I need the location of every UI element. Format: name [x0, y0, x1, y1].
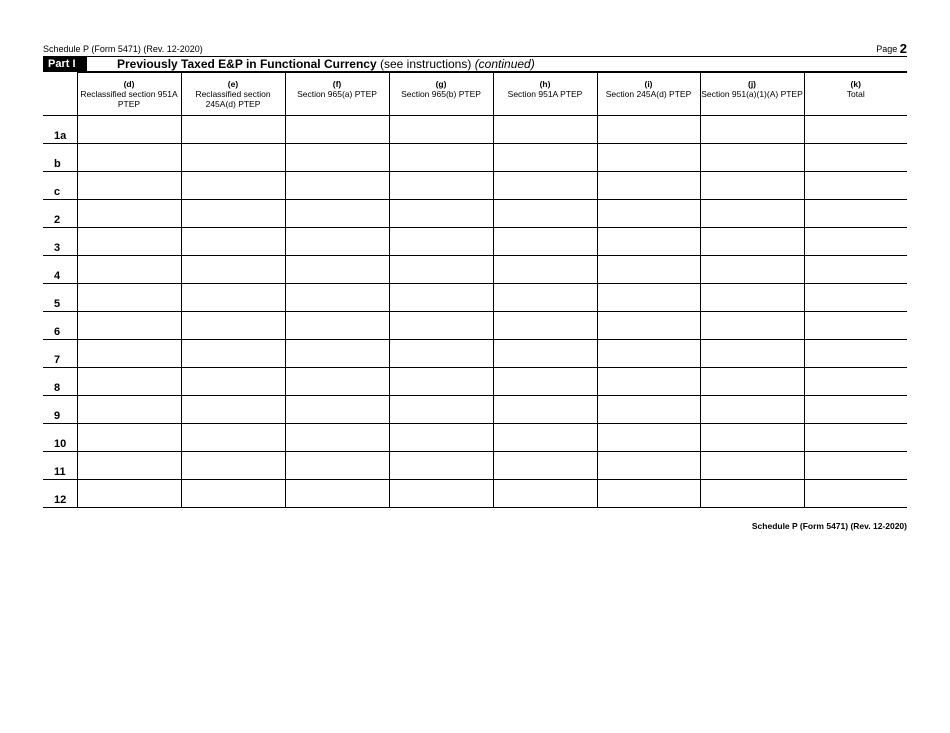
entry-cell-d[interactable]	[77, 312, 181, 340]
line-number: 7	[43, 340, 77, 368]
column-letter: (d)	[123, 79, 135, 89]
table-body	[43, 116, 907, 508]
entry-cell-d[interactable]	[77, 452, 181, 480]
entry-cell-j[interactable]	[700, 172, 804, 200]
entry-cell-d[interactable]	[77, 200, 181, 228]
entry-cell-e[interactable]	[181, 368, 285, 396]
entry-cell-f[interactable]	[285, 480, 389, 508]
entry-cell-f[interactable]	[285, 424, 389, 452]
table-row	[43, 144, 907, 172]
entry-cell-h[interactable]	[493, 200, 597, 228]
entry-cell-i[interactable]	[597, 452, 700, 480]
entry-cell-k[interactable]	[804, 256, 907, 284]
entry-cell-k[interactable]	[804, 480, 907, 508]
table-row	[43, 312, 907, 340]
entry-cell-j[interactable]	[700, 312, 804, 340]
entry-cell-g[interactable]	[389, 172, 493, 200]
column-label: Section 965(a) PTEP	[297, 89, 377, 99]
line-number: 1a	[43, 116, 77, 144]
part-badge: Part I	[43, 57, 87, 71]
table-row	[43, 480, 907, 508]
table-row	[43, 284, 907, 312]
entry-cell-k[interactable]	[804, 396, 907, 424]
table-row	[43, 424, 907, 452]
entry-cell-f[interactable]	[285, 284, 389, 312]
entry-cell-d[interactable]	[77, 284, 181, 312]
entry-cell-d[interactable]	[77, 368, 181, 396]
entry-cell-e[interactable]	[181, 452, 285, 480]
line-number: 10	[43, 424, 77, 452]
entry-cell-f[interactable]	[285, 312, 389, 340]
ptep-table	[43, 72, 907, 508]
line-number: 9	[43, 396, 77, 424]
entry-cell-f[interactable]	[285, 200, 389, 228]
entry-cell-f[interactable]	[285, 228, 389, 256]
entry-cell-k[interactable]	[804, 452, 907, 480]
column-header-i	[597, 73, 700, 116]
entry-cell-g[interactable]	[389, 116, 493, 144]
entry-cell-h[interactable]	[493, 116, 597, 144]
column-header-g	[389, 73, 493, 116]
entry-cell-e[interactable]	[181, 340, 285, 368]
entry-cell-j[interactable]	[700, 340, 804, 368]
entry-cell-e[interactable]	[181, 200, 285, 228]
table-row	[43, 200, 907, 228]
entry-cell-h[interactable]	[493, 256, 597, 284]
entry-cell-i[interactable]	[597, 340, 700, 368]
table-row	[43, 340, 907, 368]
entry-cell-h[interactable]	[493, 340, 597, 368]
form-identifier: Schedule P (Form 5471) (Rev. 12-2020)	[43, 44, 203, 54]
page-number: 2	[899, 41, 907, 56]
column-header-row	[43, 73, 907, 116]
entry-cell-h[interactable]	[493, 312, 597, 340]
entry-cell-d[interactable]	[77, 480, 181, 508]
entry-cell-k[interactable]	[804, 340, 907, 368]
entry-cell-k[interactable]	[804, 144, 907, 172]
column-label: Total	[846, 89, 865, 99]
entry-cell-g[interactable]	[389, 396, 493, 424]
column-label: Section 951A PTEP	[507, 89, 583, 99]
column-header-e	[181, 73, 285, 116]
line-number: 4	[43, 256, 77, 284]
part-title	[117, 57, 535, 71]
line-number-header	[43, 73, 77, 116]
entry-cell-j[interactable]	[700, 480, 804, 508]
line-number: 3	[43, 228, 77, 256]
entry-cell-j[interactable]	[700, 368, 804, 396]
column-letter: (e)	[227, 79, 239, 89]
entry-cell-j[interactable]	[700, 200, 804, 228]
entry-cell-k[interactable]	[804, 368, 907, 396]
entry-cell-e[interactable]	[181, 312, 285, 340]
table-row	[43, 256, 907, 284]
entry-cell-i[interactable]	[597, 368, 700, 396]
entry-cell-d[interactable]	[77, 172, 181, 200]
line-number: b	[43, 144, 77, 172]
table-row	[43, 172, 907, 200]
entry-cell-j[interactable]	[700, 284, 804, 312]
entry-cell-j[interactable]	[700, 116, 804, 144]
part-title-continued: (continued)	[474, 57, 535, 71]
entry-cell-e[interactable]	[181, 172, 285, 200]
table-row	[43, 116, 907, 144]
column-letter: (i)	[644, 79, 653, 89]
entry-cell-i[interactable]	[597, 144, 700, 172]
line-number: 12	[43, 480, 77, 508]
column-letter: (g)	[435, 79, 447, 89]
entry-cell-h[interactable]	[493, 396, 597, 424]
part-title-note: (see instructions)	[376, 57, 475, 71]
entry-cell-j[interactable]	[700, 256, 804, 284]
entry-cell-k[interactable]	[804, 228, 907, 256]
table-row	[43, 396, 907, 424]
entry-cell-g[interactable]	[389, 368, 493, 396]
entry-cell-f[interactable]	[285, 396, 389, 424]
entry-cell-e[interactable]	[181, 144, 285, 172]
entry-cell-j[interactable]	[700, 144, 804, 172]
column-header-d	[77, 73, 181, 116]
column-label: Section 965(b) PTEP	[401, 89, 481, 99]
entry-cell-i[interactable]	[597, 480, 700, 508]
entry-cell-f[interactable]	[285, 452, 389, 480]
entry-cell-h[interactable]	[493, 452, 597, 480]
entry-cell-h[interactable]	[493, 368, 597, 396]
entry-cell-k[interactable]	[804, 200, 907, 228]
entry-cell-i[interactable]	[597, 396, 700, 424]
line-number: 5	[43, 284, 77, 312]
page-label: Page	[876, 44, 898, 54]
entry-cell-g[interactable]	[389, 452, 493, 480]
entry-cell-d[interactable]	[77, 228, 181, 256]
line-number: 8	[43, 368, 77, 396]
entry-cell-f[interactable]	[285, 144, 389, 172]
entry-cell-e[interactable]	[181, 480, 285, 508]
entry-cell-d[interactable]	[77, 144, 181, 172]
entry-cell-k[interactable]	[804, 172, 907, 200]
entry-cell-i[interactable]	[597, 256, 700, 284]
entry-cell-j[interactable]	[700, 452, 804, 480]
entry-cell-g[interactable]	[389, 144, 493, 172]
line-number: 6	[43, 312, 77, 340]
table-row	[43, 228, 907, 256]
line-number: 2	[43, 200, 77, 228]
entry-cell-k[interactable]	[804, 116, 907, 144]
entry-cell-g[interactable]	[389, 340, 493, 368]
entry-cell-e[interactable]	[181, 116, 285, 144]
column-letter: (f)	[332, 79, 342, 89]
entry-cell-g[interactable]	[389, 424, 493, 452]
column-letter: (h)	[539, 79, 551, 89]
column-label: Reclassified section 245A(d) PTEP	[195, 89, 271, 109]
entry-cell-h[interactable]	[493, 228, 597, 256]
entry-cell-f[interactable]	[285, 172, 389, 200]
column-label: Reclassified section 951A PTEP	[80, 89, 178, 109]
entry-cell-d[interactable]	[77, 424, 181, 452]
entry-cell-h[interactable]	[493, 172, 597, 200]
column-header-j	[700, 73, 804, 116]
entry-cell-e[interactable]	[181, 256, 285, 284]
entry-cell-f[interactable]	[285, 256, 389, 284]
line-number: c	[43, 172, 77, 200]
entry-cell-d[interactable]	[77, 256, 181, 284]
entry-cell-j[interactable]	[700, 228, 804, 256]
entry-cell-h[interactable]	[493, 144, 597, 172]
table-row	[43, 368, 907, 396]
entry-cell-e[interactable]	[181, 424, 285, 452]
column-label: Section 245A(d) PTEP	[605, 89, 692, 99]
entry-cell-h[interactable]	[493, 480, 597, 508]
entry-cell-i[interactable]	[597, 200, 700, 228]
entry-cell-e[interactable]	[181, 284, 285, 312]
column-header-f	[285, 73, 389, 116]
entry-cell-e[interactable]	[181, 228, 285, 256]
entry-cell-h[interactable]	[493, 424, 597, 452]
entry-cell-d[interactable]	[77, 396, 181, 424]
entry-cell-g[interactable]	[389, 284, 493, 312]
entry-cell-f[interactable]	[285, 368, 389, 396]
entry-cell-j[interactable]	[700, 424, 804, 452]
entry-cell-g[interactable]	[389, 228, 493, 256]
entry-cell-e[interactable]	[181, 396, 285, 424]
entry-cell-i[interactable]	[597, 116, 700, 144]
entry-cell-k[interactable]	[804, 284, 907, 312]
entry-cell-j[interactable]	[700, 396, 804, 424]
footer-form-identifier: Schedule P (Form 5471) (Rev. 12-2020)	[751, 521, 907, 531]
entry-cell-g[interactable]	[389, 312, 493, 340]
entry-cell-i[interactable]	[597, 312, 700, 340]
column-header-k	[804, 73, 907, 116]
entry-cell-f[interactable]	[285, 340, 389, 368]
entry-cell-i[interactable]	[597, 172, 700, 200]
entry-cell-h[interactable]	[493, 284, 597, 312]
column-label: Section 951(a)(1)(A) PTEP	[701, 89, 803, 99]
entry-cell-d[interactable]	[77, 116, 181, 144]
column-letter: (k)	[850, 79, 861, 89]
entry-cell-k[interactable]	[804, 424, 907, 452]
entry-cell-i[interactable]	[597, 284, 700, 312]
entry-cell-i[interactable]	[597, 228, 700, 256]
entry-cell-k[interactable]	[804, 312, 907, 340]
line-number: 11	[43, 452, 77, 480]
part-title-main: Previously Taxed E&P in Functional Currency	[117, 57, 377, 71]
entry-cell-i[interactable]	[597, 424, 700, 452]
column-header-h	[493, 73, 597, 116]
entry-cell-d[interactable]	[77, 340, 181, 368]
entry-cell-g[interactable]	[389, 200, 493, 228]
entry-cell-g[interactable]	[389, 256, 493, 284]
entry-cell-f[interactable]	[285, 116, 389, 144]
column-letter: (j)	[747, 79, 757, 89]
page-indicator	[876, 41, 907, 56]
table-row	[43, 452, 907, 480]
entry-cell-g[interactable]	[389, 480, 493, 508]
